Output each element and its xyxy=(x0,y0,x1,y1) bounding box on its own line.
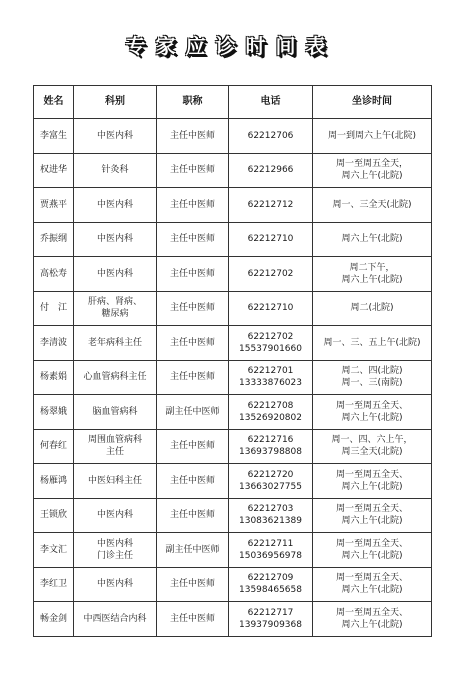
table-row xyxy=(34,395,432,430)
job-title: 主任中医师 xyxy=(157,498,229,533)
table-row xyxy=(34,257,432,292)
clinic-time: 周二、四(北院) 周一、三(南院) xyxy=(313,360,432,395)
table-row xyxy=(34,119,432,154)
job-title: 主任中医师 xyxy=(157,188,229,223)
department: 中医内科 xyxy=(74,188,157,223)
department: 中医内科 xyxy=(74,119,157,154)
table-row xyxy=(34,326,432,361)
job-title: 主任中医师 xyxy=(157,567,229,602)
header-schedule: 坐诊时间 xyxy=(313,86,432,119)
doctor-name: 王锁欣 xyxy=(34,498,74,533)
phone-number: 62212716 13693798808 xyxy=(229,429,313,464)
clinic-time: 周一至周五全天、 周六上午(北院) xyxy=(313,567,432,602)
phone-number: 62212708 13526920802 xyxy=(229,395,313,430)
phone-number: 62212706 xyxy=(229,119,313,154)
job-title: 主任中医师 xyxy=(157,291,229,326)
doctor-name: 何春红 xyxy=(34,429,74,464)
phone-number: 62212710 xyxy=(229,291,313,326)
department: 中医内科 xyxy=(74,222,157,257)
doctor-name: 李文汇 xyxy=(34,533,74,568)
department: 中医内科 xyxy=(74,498,157,533)
job-title: 主任中医师 xyxy=(157,222,229,257)
doctor-name: 李清波 xyxy=(34,326,74,361)
header-row xyxy=(34,86,432,119)
clinic-time: 周一至周五全天， 周六上午(北院) xyxy=(313,153,432,188)
header-department: 科别 xyxy=(74,86,157,119)
clinic-time: 周一至周五全天、 周六上午(北院) xyxy=(313,533,432,568)
header-title: 职称 xyxy=(157,86,229,119)
table-row xyxy=(34,188,432,223)
doctor-name: 杨素娟 xyxy=(34,360,74,395)
doctor-name: 李富生 xyxy=(34,119,74,154)
job-title: 主任中医师 xyxy=(157,119,229,154)
table-row xyxy=(34,602,432,637)
doctor-name: 李红卫 xyxy=(34,567,74,602)
department: 中医内科 xyxy=(74,257,157,292)
header-phone: 电话 xyxy=(229,86,313,119)
job-title: 主任中医师 xyxy=(157,360,229,395)
job-title: 副主任中医师 xyxy=(157,533,229,568)
phone-number: 62212720 13663027755 xyxy=(229,464,313,499)
phone-number: 62212712 xyxy=(229,188,313,223)
table-row xyxy=(34,153,432,188)
schedule-table xyxy=(33,85,432,637)
clinic-time: 周一、四、六上午， 周三全天(北院) xyxy=(313,429,432,464)
department: 中医妇科主任 xyxy=(74,464,157,499)
doctor-name: 畅金剑 xyxy=(34,602,74,637)
doctor-name: 付 江 xyxy=(34,291,74,326)
doctor-name: 贾燕平 xyxy=(34,188,74,223)
job-title: 主任中医师 xyxy=(157,464,229,499)
clinic-time: 周一、三全天(北院) xyxy=(313,188,432,223)
clinic-time: 周一至周五全天、 周六上午(北院) xyxy=(313,602,432,637)
clinic-time: 周二下午， 周六上午(北院) xyxy=(313,257,432,292)
table-row xyxy=(34,498,432,533)
table-row xyxy=(34,567,432,602)
phone-number: 62212702 15537901660 xyxy=(229,326,313,361)
job-title: 主任中医师 xyxy=(157,153,229,188)
table-row xyxy=(34,291,432,326)
doctor-name: 乔振纲 xyxy=(34,222,74,257)
phone-number: 62212966 xyxy=(229,153,313,188)
phone-number: 62212702 xyxy=(229,257,313,292)
phone-number: 62212717 13937909368 xyxy=(229,602,313,637)
table-row xyxy=(34,464,432,499)
clinic-time: 周六上午(北院) xyxy=(313,222,432,257)
clinic-time: 周一到周六上午(北院) xyxy=(313,119,432,154)
phone-number: 62212709 13598465658 xyxy=(229,567,313,602)
department: 肝病、肾病、 糖尿病 xyxy=(74,291,157,326)
department: 针灸科 xyxy=(74,153,157,188)
job-title: 主任中医师 xyxy=(157,429,229,464)
clinic-time: 周一至周五全天、 周六上午(北院) xyxy=(313,498,432,533)
doctor-name: 权进华 xyxy=(34,153,74,188)
department: 中西医结合内科 xyxy=(74,602,157,637)
table-row xyxy=(34,360,432,395)
header-name: 姓名 xyxy=(34,86,74,119)
page-title: 专家应诊时间表 xyxy=(125,34,336,58)
table-row xyxy=(34,222,432,257)
department: 脑血管病科 xyxy=(74,395,157,430)
job-title: 主任中医师 xyxy=(157,257,229,292)
phone-number: 62212710 xyxy=(229,222,313,257)
clinic-time: 周一至周五全天、 周六上午(北院) xyxy=(313,464,432,499)
job-title: 主任中医师 xyxy=(157,326,229,361)
clinic-time: 周一、三、五上午(北院) xyxy=(313,326,432,361)
doctor-name: 高松寿 xyxy=(34,257,74,292)
department: 心血管病科主任 xyxy=(74,360,157,395)
clinic-time: 周二(北院) xyxy=(313,291,432,326)
doctor-name: 杨翠娥 xyxy=(34,395,74,430)
phone-number: 62212711 15036956978 xyxy=(229,533,313,568)
doctor-name: 杨雁鸿 xyxy=(34,464,74,499)
department: 中医内科 门诊主任 xyxy=(74,533,157,568)
clinic-time: 周一至周五全天、 周六上午(北院) xyxy=(313,395,432,430)
table-row xyxy=(34,533,432,568)
job-title: 副主任中医师 xyxy=(157,395,229,430)
table-row xyxy=(34,429,432,464)
job-title: 主任中医师 xyxy=(157,602,229,637)
phone-number: 62212703 13083621389 xyxy=(229,498,313,533)
department: 老年病科主任 xyxy=(74,326,157,361)
department: 中医内科 xyxy=(74,567,157,602)
department: 周围血管病科 主任 xyxy=(74,429,157,464)
phone-number: 62212701 13333876023 xyxy=(229,360,313,395)
